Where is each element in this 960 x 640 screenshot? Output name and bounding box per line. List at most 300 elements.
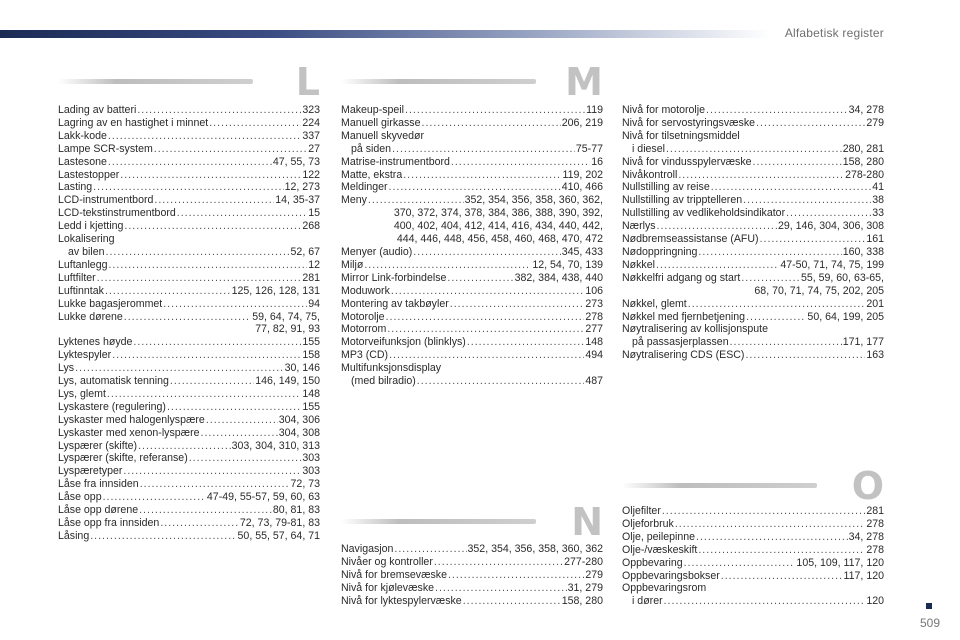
index-term: Nødbremseassistanse (AFU) [622,233,759,246]
dot-leader [154,143,307,156]
index-term: Navigasjon [341,543,394,555]
index-term: Lyktespyler [58,349,112,362]
index-pages: 279 [585,568,603,581]
index-term: Låse fra innsiden [58,478,139,491]
index-term: Lukke bagasjerommet [58,297,163,310]
dot-leader [387,323,584,336]
index-pages: 278-280 [845,168,884,181]
index-pages: 160, 338 [842,245,884,258]
index-pages: 280, 281 [842,142,884,155]
index-entry [58,491,320,504]
index-entry [58,181,320,194]
index-pages: 119, 202 [562,168,603,181]
index-term: Nivå for vindusspylervæske [622,155,752,168]
index-pages: 94 [308,297,320,310]
dot-leader [163,298,307,311]
page-header-title: Alfabetisk register [784,26,884,40]
index-pages: 155 [302,336,320,349]
index-entry [58,478,320,491]
index-pages: 38 [872,194,884,207]
dot-leader [741,272,800,285]
index-term: LCD-instrumentbord [58,194,154,207]
index-pages: 410, 466 [561,181,603,194]
dot-leader [139,504,272,517]
section-letter: L [295,60,320,104]
index-pages: 59, 64, 74, 75, [252,310,320,323]
index-pages: 119 [586,104,603,116]
index-term: Nullstilling av vedlikeholdsindikator [622,207,786,220]
index-entry [341,543,603,556]
dot-leader [189,452,302,465]
index-entry [341,143,603,156]
dot-leader [206,414,278,427]
index-entry [58,414,320,427]
dot-leader [450,298,585,311]
index-pages: 345, 433 [561,245,603,258]
index-pages: 50, 55, 57, 64, 71 [237,529,320,542]
dot-leader [123,465,301,478]
index-term: Nærlys [622,220,656,233]
index-pages: 30, 146 [284,362,320,375]
index-pages: 50, 64, 199, 205 [807,310,884,323]
dot-leader [209,117,301,130]
dot-leader [403,169,561,182]
dot-leader [389,349,584,362]
index-entry-label: Manuell skyvedør [341,129,425,142]
index-term: Nivå for kjølevæske [341,581,435,594]
index-term: Motorolje [341,310,385,323]
index-term: Lading av batteri [58,104,137,116]
index-entry-continuation: 68, 70, 71, 74, 75, 202, 205 [754,284,884,297]
index-pages: 47-49, 55-57, 59, 60, 63 [206,491,320,504]
index-term: Montering av takbøyler [341,297,449,310]
dot-leader [405,104,585,117]
index-pages: 148 [302,387,320,400]
dot-leader [392,143,575,156]
index-entry [58,130,320,143]
index-term: Lastestopper [58,168,120,181]
index-term: Lyspærer (skifte) [58,439,138,452]
dot-leader [170,375,254,388]
index-entry [58,375,320,388]
index-pages: 29, 146, 304, 306, 308 [777,220,884,233]
index-entry-label: Lokalisering [58,233,115,246]
index-term: Nivå for lyktespylervæske [341,594,462,607]
dot-leader [108,259,307,272]
dot-leader [698,246,841,259]
dot-leader [75,362,284,375]
index-term: Nøkkelfri adgang og start [622,271,741,284]
dot-leader [386,311,585,324]
index-pages: 52, 67 [290,245,320,258]
index-entry-continuation: 77, 82, 91, 93 [255,323,320,336]
index-pages: 72, 73 [290,478,320,491]
index-entry [341,272,603,285]
dot-leader [786,207,871,220]
index-term: Lys, glemt [58,387,106,400]
index-entry-continuation: 370, 372, 374, 378, 384, 386, 388, 390, 392, [393,207,603,220]
index-term: Ledd i kjetting [58,220,124,233]
index-pages: 31, 279 [567,581,603,594]
index-term: Luftinntak [58,284,104,297]
index-entry [341,569,603,582]
dot-leader [106,246,290,259]
index-term: Oljeforbruk [622,517,674,530]
index-pages: 158 [302,349,320,362]
dot-leader [448,569,584,582]
index-pages: 146, 149, 150 [255,375,320,388]
dot-leader [137,104,301,117]
index-term: Låse opp [58,491,102,504]
dot-leader [160,517,239,530]
dot-leader [434,556,563,569]
index-entry [58,220,320,233]
section-heading-o [622,464,884,508]
index-pages: 125, 126, 128, 131 [231,284,320,297]
index-term: på siden [351,142,392,155]
dot-leader [696,531,848,544]
index-term: Motorrom [341,323,387,336]
dot-leader [662,505,865,518]
dot-leader [124,220,301,233]
dot-leader [107,388,301,401]
section-heading-n [341,500,603,544]
index-term: Luftfilter [58,271,96,284]
index-pages: 278 [866,517,884,530]
index-term: Nullstilling av reise [622,181,710,194]
index-pages: 14, 35-37 [275,194,320,207]
index-pages: 337 [302,129,320,142]
index-entry [622,246,884,259]
index-pages: 494 [585,349,603,362]
index-term: Nødoppringning [622,245,698,258]
dot-leader [666,143,842,156]
index-pages: 33 [872,207,884,220]
index-term: Nivå for motorolje [622,104,706,116]
dot-leader [730,336,842,349]
index-entry [622,259,884,272]
header-gradient-bar [0,30,770,38]
dot-leader [451,156,590,169]
index-term: Lasting [58,181,93,194]
dot-leader [103,491,206,504]
index-pages: 278 [585,310,603,323]
index-pages: 277 [585,323,603,336]
dot-leader [133,336,301,349]
index-entry [622,272,884,285]
dot-leader [389,181,561,194]
index-entry [622,349,884,362]
index-term: Meldinger [341,181,388,194]
index-term: Nivåer og kontroller [341,555,433,568]
dot-leader [138,440,231,453]
index-term: Nivå for servostyringsvæske [622,116,756,129]
dot-leader [463,595,561,608]
index-pages: 303, 304, 310, 313 [231,439,320,452]
index-entry [58,427,320,440]
dot-leader [760,233,866,246]
index-entry [341,375,603,388]
index-term: Nøkkel [622,258,655,271]
index-pages: 277-280 [564,555,603,568]
index-entry [58,194,320,207]
index-entry [58,401,320,414]
index-term: Lys [58,362,75,375]
index-pages: 72, 73, 79-81, 83 [239,517,320,529]
index-entry [58,272,320,285]
index-term: Olje, peilepinne [622,530,696,543]
index-entry [58,440,320,453]
index-pages: 47-50, 71, 74, 75, 199 [780,258,884,271]
index-pages: 106 [585,284,603,297]
index-entry [58,530,320,543]
index-pages: 15 [308,207,320,220]
index-entry [58,207,320,220]
index-pages: 117, 120 [843,569,884,582]
index-term: Lagring av en hastighet i minnet [58,116,209,129]
index-pages: 158, 280 [842,155,884,168]
index-term: Lyskaster med xenon-lyspære [58,426,200,439]
dot-leader [140,478,290,491]
section-letter: M [565,60,603,104]
dot-leader [656,259,779,272]
index-entry [341,595,603,608]
dot-leader [435,582,567,595]
index-pages: 273 [585,297,603,310]
index-term: Nøytralisering CDS (ESC) [622,349,745,362]
dot-leader [743,194,871,207]
index-term: Mirror Link-forbindelse [341,271,447,284]
index-pages: 34, 278 [848,104,884,116]
index-entry [58,336,320,349]
dot-leader [97,272,302,285]
index-pages: 12 [308,258,320,271]
index-term: på passasjerplassen [632,336,729,349]
dot-leader [706,104,848,117]
index-pages: 206, 219 [561,116,603,129]
dot-leader [711,181,871,194]
index-entry [622,570,884,583]
index-pages: 487 [585,375,603,388]
index-pages: 224 [302,116,320,129]
index-pages: 16 [591,155,603,168]
index-pages: 155 [302,400,320,413]
index-entry [622,298,884,311]
index-term: Meny [341,194,367,207]
index-pages: 158, 280 [561,594,603,607]
index-term: Matte, ekstra [341,168,403,181]
index-term: av bilen [68,245,105,258]
index-entry [58,504,320,517]
dot-leader [745,349,865,362]
index-entry [622,143,884,156]
index-entry [622,104,884,117]
index-term: Motorveifunksjon (blinklys) [341,336,466,349]
index-pages: 163 [866,349,884,362]
index-entry [341,311,603,324]
index-term: Lyktenes høyde [58,336,133,349]
dot-leader [698,544,865,557]
index-entry [622,207,884,220]
dot-leader [93,181,283,194]
index-pages: 304, 308 [278,426,320,439]
index-term: Lukke dørene [58,310,123,323]
index-pages: 281 [866,505,884,517]
index-entry [341,259,603,272]
index-entry [622,220,884,233]
dot-leader [467,336,584,349]
index-term: Lyskaster med halogenlyspære [58,413,205,426]
dot-leader [368,194,464,207]
index-term: Oppbevaringsbokser [622,569,720,582]
index-entry [622,518,884,531]
index-pages: 303 [302,465,320,478]
index-pages: 303 [302,452,320,465]
dot-leader [124,311,251,324]
index-pages: 41 [872,181,884,194]
index-pages: 105, 109, 117, 120 [796,556,884,569]
dot-leader [394,543,466,556]
index-pages: 47, 55, 73 [272,155,320,168]
index-entry [58,156,320,169]
index-pages: 161 [866,233,884,246]
dot-leader [664,595,866,608]
dot-leader [90,530,236,543]
index-term: Nivå for bremsevæske [341,568,447,581]
dot-leader [753,156,842,169]
index-entry [58,517,320,530]
index-term: Menyer (audio) [341,245,413,258]
dot-leader [112,349,301,362]
index-pages: 12, 273 [284,181,320,194]
dot-leader [422,117,561,130]
index-pages: 352, 354, 356, 358, 360, 362, [464,194,603,207]
index-entry-continuation: 444, 446, 448, 456, 458, 460, 468, 470, 472 [396,233,603,246]
index-term: Nøkkel med fjernbetjening [622,310,746,323]
index-term: Makeup-speil [341,104,405,116]
index-term: Olje-/væskeskift [622,543,698,556]
dot-leader [120,169,301,182]
index-pages: 382, 384, 438, 440 [514,271,603,284]
index-pages: 279 [866,116,884,129]
dot-leader [688,298,866,311]
index-term: Miljø [341,258,364,271]
index-entry [58,285,320,298]
section-rule [341,79,536,84]
index-term: Oppbevaring [622,556,683,569]
index-entry [58,169,320,182]
index-term: Lastesone [58,155,107,168]
dot-leader [657,220,777,233]
index-term: Matrise-instrumentbord [341,155,450,168]
index-pages: 268 [302,220,320,233]
index-entry [341,582,603,595]
index-entry [622,194,884,207]
index-entry [341,349,603,362]
index-entry [341,246,603,259]
index-pages: 55, 59, 60, 63-65, [800,271,884,284]
index-entry [622,233,884,246]
index-pages: 34, 278 [848,530,884,543]
index-entry [58,298,320,311]
section-rule [58,79,253,84]
index-entry [622,156,884,169]
index-term: Låsing [58,529,90,542]
index-column-n [341,543,603,608]
index-entry [58,104,320,117]
index-column-l [58,104,320,543]
index-pages: 201 [866,297,884,310]
page-number: 509 [919,616,940,630]
index-term: i diesel [632,142,665,155]
dot-leader [684,557,796,570]
index-entry [341,117,603,130]
index-pages: 278 [866,543,884,556]
index-pages: 27 [308,142,320,155]
index-entry [622,544,884,557]
index-entry [341,556,603,569]
index-entry [622,336,884,349]
dot-leader [108,156,272,169]
section-heading-m [341,60,603,104]
index-entry [58,246,320,259]
index-entry [58,452,320,465]
dot-leader [108,130,301,143]
index-column-n-continued [622,104,884,362]
index-entry [58,362,320,375]
index-entry [341,336,603,349]
index-entry-continuation: 400, 402, 404, 412, 414, 416, 434, 440, 442, [393,220,603,233]
index-term: Manuell girkasse [341,116,421,129]
index-term: Nøkkel, glemt [622,297,687,310]
index-pages: 171, 177 [842,336,884,349]
index-term: Lyspærer (skifte, referanse) [58,452,188,465]
index-entry [341,194,603,207]
dot-leader [167,401,301,414]
dot-leader [413,246,561,259]
dot-leader [201,427,278,440]
index-term: Lyskastere (regulering) [58,400,166,413]
index-term: Nivåkontroll [622,168,678,181]
index-pages: 352, 354, 356, 358, 360, 362 [467,543,603,555]
index-entry [622,505,884,518]
index-term: (med bilradio) [351,375,416,388]
dot-leader [447,272,513,285]
index-entry [622,181,884,194]
section-letter: O [851,464,884,508]
index-term: LCD-tekstinstrumentbord [58,207,176,220]
dot-leader [177,207,307,220]
index-term: i dører [632,595,663,608]
index-pages: 12, 54, 70, 139 [532,258,603,271]
index-entry [341,181,603,194]
section-heading-l [58,60,320,104]
index-pages: 148 [585,336,603,349]
index-term: Lakk-kode [58,129,107,142]
dot-leader [105,285,231,298]
index-entry [622,557,884,570]
index-entry [341,323,603,336]
dot-leader [417,375,585,388]
index-pages: 304, 306 [278,413,320,426]
index-term: Lampe SCR-system [58,142,153,155]
index-column-o [622,505,884,608]
index-entry-label: Oppbevaringsrom [622,582,707,595]
dot-leader [675,518,866,531]
index-entry [58,117,320,130]
dot-leader [364,259,531,272]
index-term: Moduwork [341,284,390,297]
